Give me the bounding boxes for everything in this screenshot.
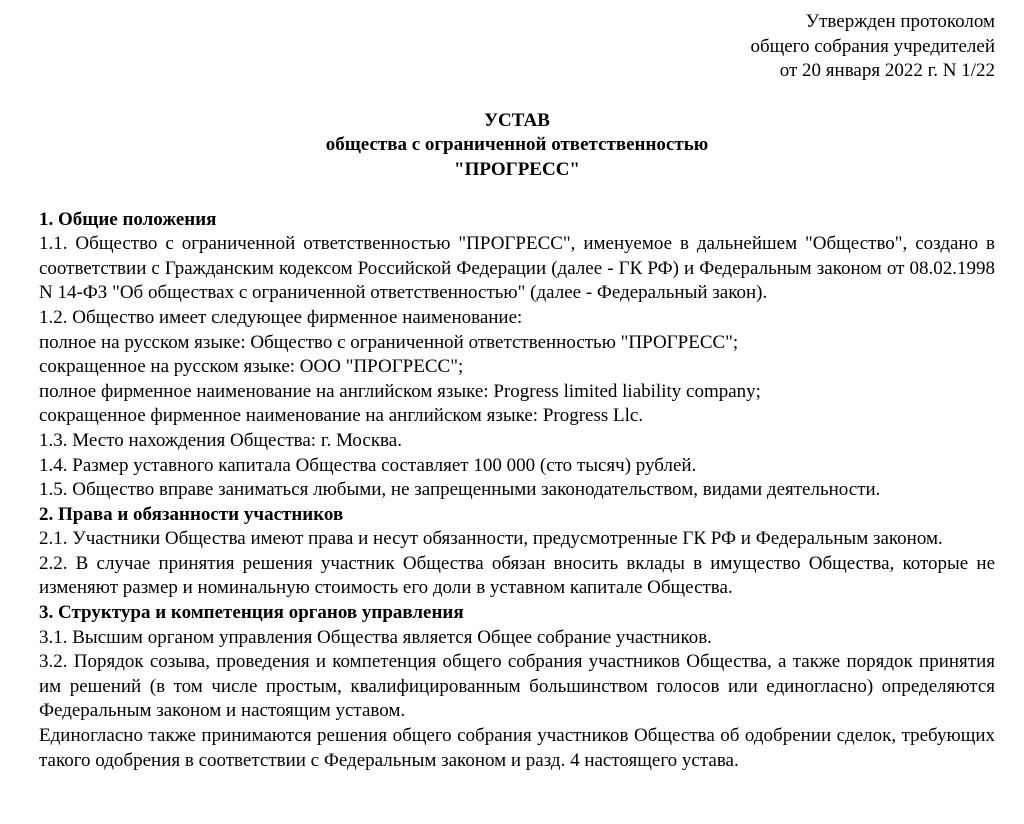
paragraph-3-2-b: Единогласно также принимаются решения общего собрания участников Общества об одобрении сделок, требующих такого одобрения в соответствии с Федеральным законом и разд. 4 настоящего устава. — [39, 725, 995, 771]
paragraph-1-2: 1.2. Общество имеет следующее фирменное наименование: — [39, 306, 523, 328]
paragraph-1-2-short-en: сокращенное фирменное наименование на английском языке: Progress Llc. — [39, 405, 644, 427]
paragraph-2-1: 2.1. Участники Общества имеют права и несут обязанности, предусмотренные ГК РФ и Федеральным законом. — [39, 528, 943, 550]
approval-line-3: от 20 января 2022 г. N 1/22 — [779, 60, 995, 82]
approval-line-2: общего собрания учредителей — [750, 35, 995, 57]
paragraph-1-4: 1.4. Размер уставного капитала Общества составляет 100 000 (сто тысяч) рублей. — [39, 454, 697, 476]
title-line-3: "ПРОГРЕСС" — [454, 158, 580, 180]
paragraph-3-2: 3.2. Порядок созыва, проведения и компетенция общего собрания участников Общества, а также порядок принятия им решений (в том числе простым, квалифицированным большинством голосов или единогласно) определяются Федеральным законом и настоящим уставом. — [39, 651, 995, 722]
title-line-1: УСТАВ — [484, 109, 550, 131]
document-title — [39, 109, 995, 183]
paragraph-1-2-full-en: полное фирменное наименование на английском языке: Progress limited liability company; — [39, 380, 761, 402]
document-body — [39, 208, 995, 774]
section-heading-1: 1. Общие положения — [39, 208, 217, 230]
section-heading-2: 2. Права и обязанности участников — [39, 503, 344, 525]
title-line-2: общества с ограниченной ответственностью — [325, 134, 709, 156]
paragraph-1-3: 1.3. Место нахождения Общества: г. Москва. — [39, 429, 402, 451]
paragraph-1-2-full-ru: полное на русском языке: Общество с ограниченной ответственностью "ПРОГРЕСС"; — [39, 331, 739, 353]
approval-line-1: Утвержден протоколом — [805, 11, 995, 32]
document-page — [39, 10, 995, 773]
paragraph-2-2: 2.2. В случае принятия решения участник Общества обязан вносить вклады в имущество Общества, которые не изменяют размер и номинальную стоимость его доли в уставном капитале Общества. — [39, 552, 995, 599]
section-heading-3: 3. Структура и компетенция органов управления — [39, 602, 464, 624]
paragraph-1-2-short-ru: сокращенное на русском языке: ООО "ПРОГРЕСС"; — [39, 356, 464, 378]
paragraph-1-1: 1.1. Общество с ограниченной ответственностью "ПРОГРЕСС", именуемое в дальнейшем "Общество", создано в соответствии с Гражданским кодексом Российской Федерации (далее - ГК РФ) и Федеральным законом от 08.02.1998 N 14-ФЗ "Об обществах с ограниченной ответственностью" (далее - Федеральный закон). — [39, 233, 995, 304]
paragraph-1-5: 1.5. Общество вправе заниматься любыми, не запрещенными законодательством, видами деятельности. — [39, 479, 881, 501]
approval-stamp — [39, 10, 995, 84]
paragraph-3-1: 3.1. Высшим органом управления Общества является Общее собрание участников. — [39, 626, 712, 648]
